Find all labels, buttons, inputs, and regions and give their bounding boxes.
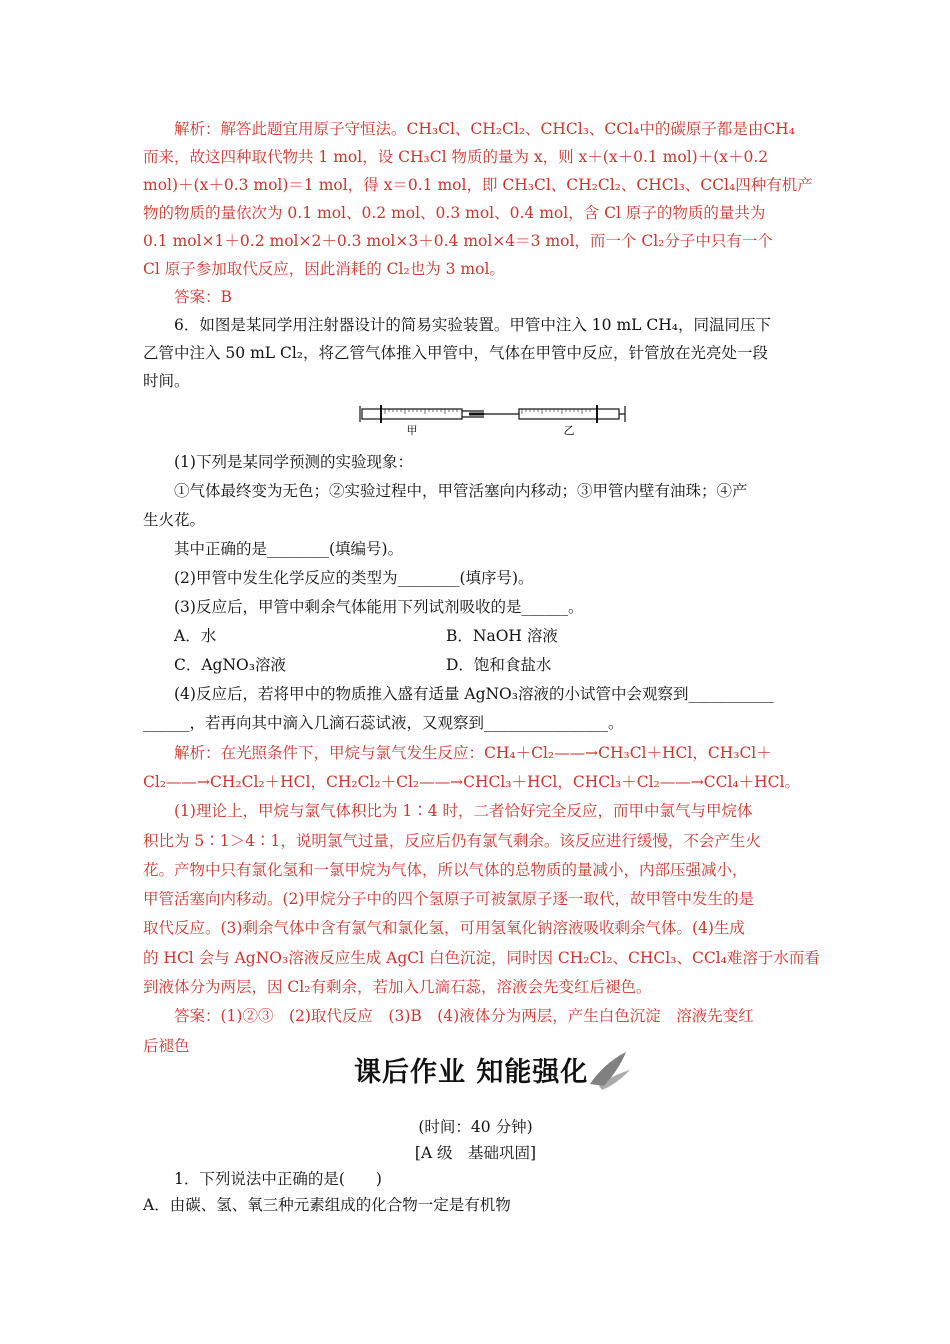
text-line: (3)反应后，甲管中剩余气体能用下列试剂吸收的是______。	[174, 598, 584, 616]
text-line: 而来，故这四种取代物共 1 mol，设 CH₃Cl 物质的量为 x，则 x＋(x＋0.1 mol)＋(x＋0.2	[143, 148, 769, 166]
text-line: 取代反应。(3)剩余气体中含有氯气和氯化氢，可用氢氧化钠溶液吸收剩余气体。(4)生成	[143, 919, 745, 938]
tube-label-yi: 乙	[563, 424, 575, 436]
question-1-option-a: A．由碳、氢、氧三种元素组成的化合物一定是有机物	[143, 1196, 511, 1214]
text-line: 答案：(1)②③ (2)取代反应 (3)B (4)液体分为两层，产生白色沉淀 溶液先变红	[174, 1007, 754, 1026]
text-line: Cl 原子参加取代反应，因此消耗的 Cl₂也为 3 mol。	[143, 260, 505, 278]
text-line: 后褪色	[143, 1036, 190, 1055]
text-line: 甲管活塞向内移动。(2)甲烷分子中的四个氢原子可被氯原子逐一取代，故甲管中发生的是	[143, 890, 754, 909]
option-left: C．AgNO₃溶液	[174, 656, 286, 674]
text-line: 6．如图是某同学用注射器设计的简易实验装置。甲管中注入 10 mL CH₄，同温同压下	[174, 316, 771, 334]
tube-label-jia: 甲	[406, 424, 418, 436]
section-banner-title: 课后作业 知能强化	[354, 1057, 589, 1088]
text-line: 生火花。	[143, 511, 206, 529]
text-line: 其中正确的是________(填编号)。	[174, 540, 404, 558]
syringe-apparatus-figure	[359, 402, 627, 436]
text-line: 积比为 5∶1＞4∶1，说明氯气过量，反应后仍有氯气剩余。该反应进行缓慢，不会产生火	[143, 831, 761, 850]
level-heading: [A 级 基础巩固]	[414, 1144, 537, 1162]
text-line: 时间。	[143, 372, 190, 390]
text-line: 的 HCl 会与 AgNO₃溶液反应生成 AgCl 白色沉淀，同时因 CH₂Cl₂、CHCl₃、CCl₄难溶于水而看	[143, 948, 820, 967]
option-left: A．水	[174, 627, 217, 645]
text-line: ①气体最终变为无色；②实验过程中，甲管活塞向内移动；③甲管内壁有油珠；④产	[174, 482, 748, 500]
option-right: D．饱和食盐水	[446, 656, 552, 674]
text-line: 0.1 mol×1＋0.2 mol×2＋0.3 mol×3＋0.4 mol×4＝3 mol，而一个 Cl₂分子中只有一个	[143, 232, 773, 250]
text-line: (2)甲管中发生化学反应的类型为________(填序号)。	[174, 569, 534, 587]
time-limit: (时间：40 分钟)	[418, 1118, 533, 1136]
text-line: 解析：解答此题宜用原子守恒法。CH₃Cl、CH₂Cl₂、CHCl₃、CCl₄中的碳原子都是由CH₄	[174, 120, 795, 138]
option-right: B．NaOH 溶液	[446, 627, 558, 645]
text-line: Cl₂——→CH₂Cl₂＋HCl，CH₂Cl₂＋Cl₂——→CHCl₃＋HCl，CHCl₃＋Cl₂——→CCl₄＋HCl。	[143, 772, 801, 791]
section-banner	[354, 1046, 632, 1092]
text-line: ______，若再向其中滴入几滴石蕊试液，又观察到________________。	[143, 714, 624, 733]
text-line: (1)理论上，甲烷与氯气体积比为 1∶4 时，二者恰好完全反应，而甲中氯气与甲烷体	[174, 802, 753, 821]
text-line: 花。产物中只有氯化氢和一氯甲烷为气体，所以气体的总物质的量减小，内部压强减小，	[143, 860, 748, 879]
text-line: 到液体分为两层，因 Cl₂有剩余，若加入几滴石蕊，溶液会先变红后褪色。	[143, 978, 652, 996]
text-line: 乙管中注入 50 mL Cl₂，将乙管气体推入甲管中，气体在甲管中反应，针管放在光亮处一段	[143, 344, 769, 362]
text-line: mol)＋(x＋0.3 mol)＝1 mol，得 x＝0.1 mol，即 CH₃Cl、CH₂Cl₂、CHCl₃、CCl₄四种有机产	[143, 176, 813, 194]
text-line: (1)下列是某同学预测的实验现象：	[174, 453, 413, 471]
question-1: 1．下列说法中正确的是( )	[174, 1170, 382, 1188]
text-line: (4)反应后，若将甲中的物质推入盛有适量 AgNO₃溶液的小试管中会观察到___________	[174, 685, 774, 703]
text-line: 物的物质的量依次为 0.1 mol、0.2 mol、0.3 mol、0.4 mol，含 Cl 原子的物质的量共为	[143, 204, 766, 222]
text-line: 答案：B	[174, 288, 232, 306]
text-line: 解析：在光照条件下，甲烷与氯气发生反应：CH₄＋Cl₂——→CH₃Cl＋HCl，CH₃Cl＋	[174, 743, 772, 762]
